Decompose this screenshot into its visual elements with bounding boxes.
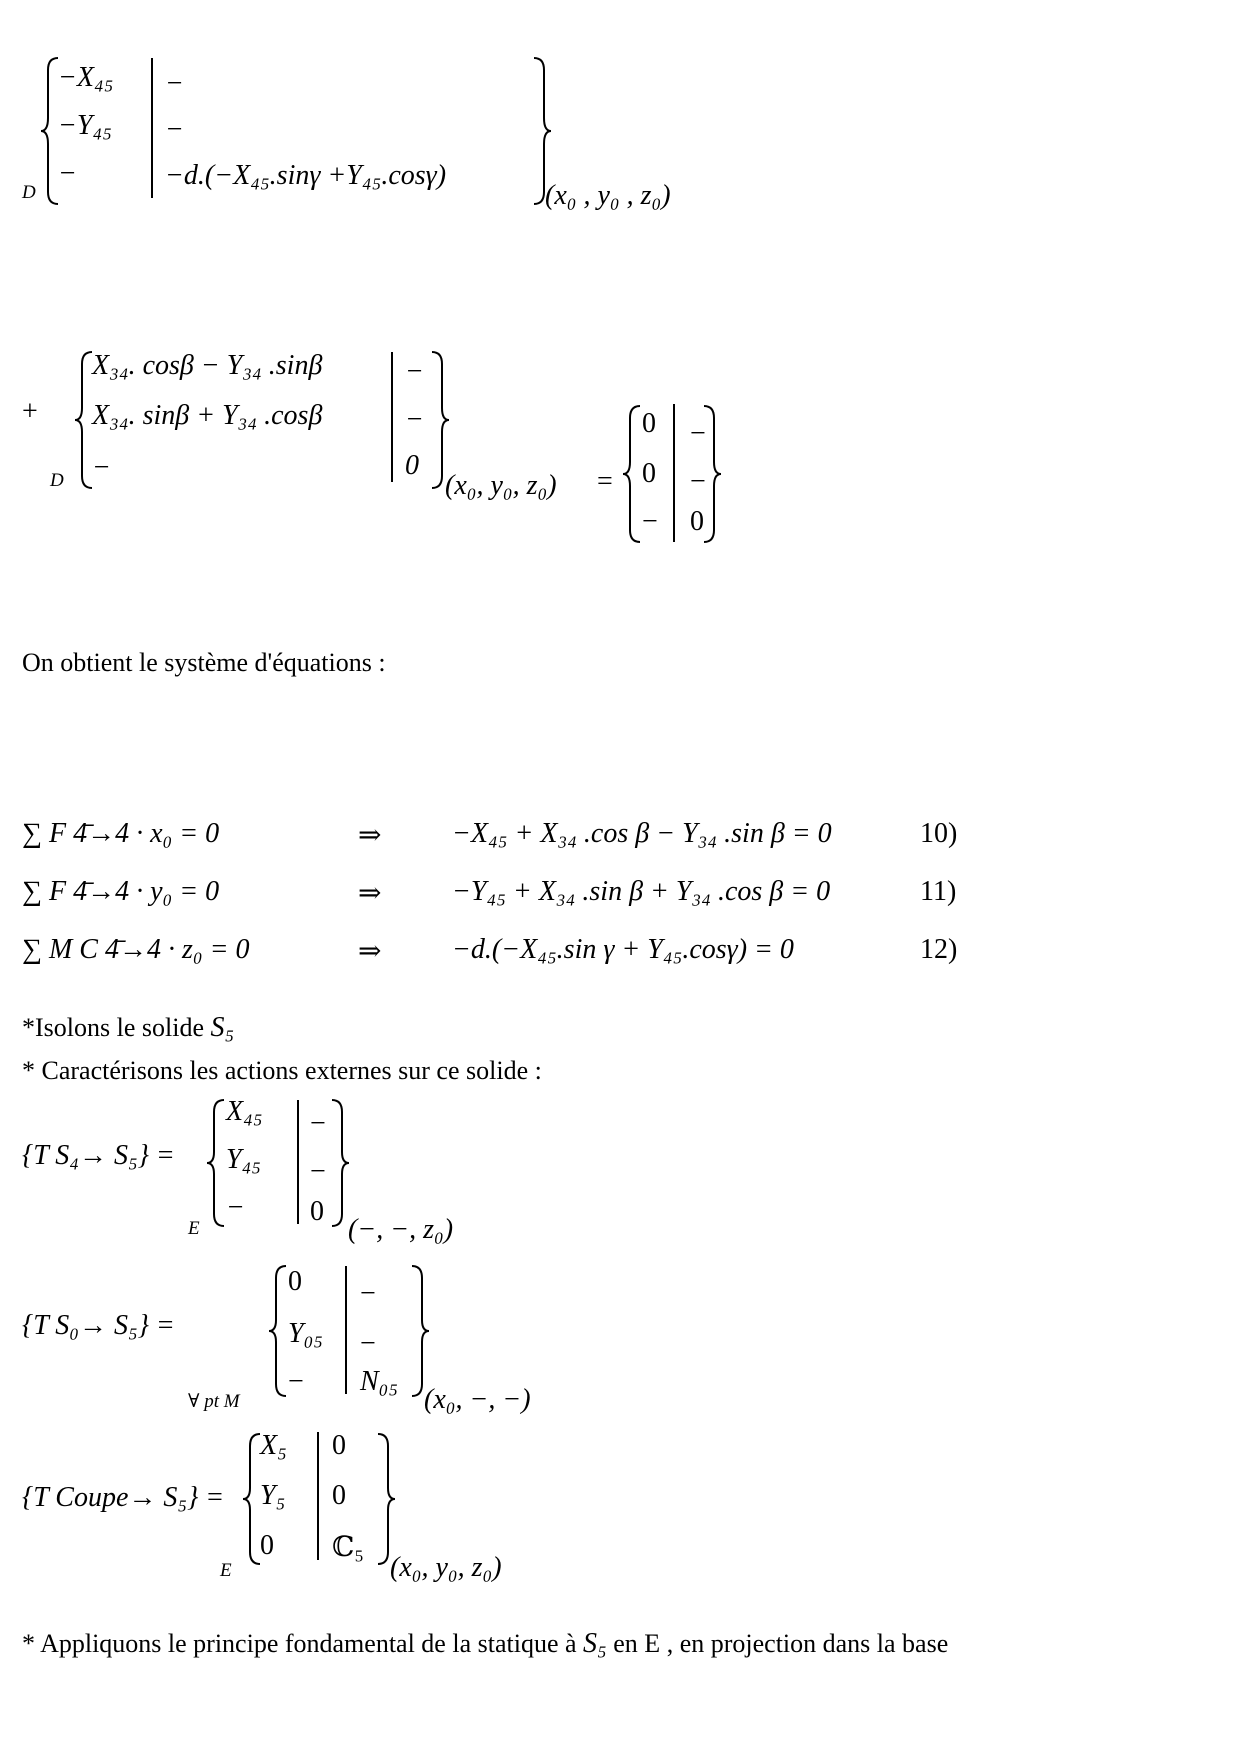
divider bbox=[344, 1266, 348, 1394]
row3-right: ℂ₅ bbox=[332, 1532, 365, 1563]
characterize-line: * Caractérisons les actions externes sur ce solide : bbox=[22, 1056, 542, 1085]
row3-left: 0 bbox=[260, 1530, 274, 1561]
eq10-implies: ⇒ bbox=[358, 820, 382, 851]
result-right-brace bbox=[702, 404, 722, 544]
left-brace bbox=[206, 1098, 226, 1228]
row3-left: − bbox=[288, 1366, 304, 1397]
torsor-label: {T Coupe→ S₅} = bbox=[22, 1482, 225, 1513]
right-brace bbox=[330, 1098, 350, 1228]
result-divider bbox=[672, 404, 676, 542]
row2-left: X₃₄. sinβ + Y₃₄ .cosβ bbox=[92, 400, 323, 431]
row2-right: − bbox=[405, 404, 424, 435]
row3-left: − bbox=[92, 452, 111, 483]
pfs-line bbox=[22, 1628, 948, 1660]
plus-sign: + bbox=[22, 396, 38, 427]
row3-right: N₀₅ bbox=[360, 1366, 399, 1397]
isolate-line bbox=[22, 1012, 234, 1044]
eq10-rhs: −X₄₅ + X₃₄ .cos β − Y₃₄ .sin β = 0 bbox=[452, 818, 832, 849]
row1-left: X₃₄. cosβ − Y₃₄ .sinβ bbox=[92, 350, 323, 381]
eq12-number: 12) bbox=[920, 934, 958, 965]
row3-right: 0 bbox=[405, 450, 419, 481]
divider bbox=[296, 1100, 300, 1224]
row1-right: − bbox=[405, 356, 424, 387]
right-brace bbox=[410, 1264, 430, 1398]
basis-label: (x₀, y₀, z₀) bbox=[445, 470, 557, 501]
row1-left: X₄₅ bbox=[226, 1096, 263, 1127]
isolate-text: *Isolons le solide bbox=[22, 1013, 211, 1042]
row1-right: − bbox=[360, 1278, 376, 1309]
divider bbox=[390, 352, 394, 482]
torsor-label: {T S₀→ S₅} = bbox=[22, 1310, 175, 1341]
point-label: E bbox=[188, 1218, 200, 1239]
row1-right: − bbox=[310, 1108, 326, 1139]
result-left-brace bbox=[622, 404, 642, 544]
basis-label: (x₀ , y₀ , z₀) bbox=[545, 180, 671, 211]
row3-right: 0 bbox=[310, 1196, 324, 1227]
row1-left: 0 bbox=[288, 1266, 302, 1297]
solid-symbol: S₅ bbox=[210, 1012, 235, 1043]
right-brace bbox=[376, 1432, 396, 1566]
result-row2-left: 0 bbox=[642, 458, 656, 489]
eq12-implies: ⇒ bbox=[358, 936, 382, 967]
eq11-number: 11) bbox=[920, 876, 957, 907]
point-label: ∀ pt M bbox=[188, 1391, 240, 1412]
equals-sign: = bbox=[597, 466, 613, 497]
torsor-label: {T S₄→ S₅} = bbox=[22, 1140, 175, 1171]
row2-right: 0 bbox=[332, 1480, 346, 1511]
row2-left: −Y₄₅ bbox=[58, 110, 112, 141]
basis-label: (x₀, −, −) bbox=[424, 1384, 531, 1415]
eq12-lhs: ∑ M C 4̄→4 · z₀ = 0 bbox=[22, 934, 250, 965]
row3-left: − bbox=[58, 158, 77, 189]
result-row1-left: 0 bbox=[642, 408, 656, 439]
divider bbox=[150, 58, 154, 198]
pfs-text-start: * Appliquons le principe fondamental de la statique à bbox=[22, 1629, 584, 1658]
row2-left: Y₄₅ bbox=[226, 1144, 262, 1175]
basis-label: (−, −, z₀) bbox=[348, 1214, 454, 1245]
result-row1-right: − bbox=[690, 418, 706, 449]
eq10-number: 10) bbox=[920, 818, 958, 849]
left-brace bbox=[40, 56, 60, 206]
result-row3-left: − bbox=[642, 506, 658, 537]
eq12-rhs: −d.(−X₄₅.sin γ + Y₄₅.cosγ) = 0 bbox=[452, 934, 794, 965]
pfs-text-end: en E , en projection dans la base bbox=[606, 1629, 949, 1658]
right-brace bbox=[430, 350, 450, 490]
eq10-lhs: ∑ F 4̄→4 · x₀ = 0 bbox=[22, 818, 220, 849]
left-brace bbox=[74, 350, 94, 490]
basis-label: (x₀, y₀, z₀) bbox=[390, 1552, 502, 1583]
row2-right: − bbox=[360, 1328, 376, 1359]
row2-right: − bbox=[165, 114, 184, 145]
point-label: D bbox=[50, 470, 64, 491]
row2-left: Y₀₅ bbox=[288, 1318, 324, 1349]
row2-left: Y₅ bbox=[260, 1480, 286, 1511]
eq11-lhs: ∑ F 4̄→4 · y₀ = 0 bbox=[22, 876, 220, 907]
row3-right: −d.(−X₄₅.sinγ +Y₄₅.cosγ) bbox=[165, 160, 447, 191]
row2-right: − bbox=[310, 1156, 326, 1187]
paragraph-system: On obtient le système d'équations : bbox=[22, 648, 386, 677]
row1-left: X₅ bbox=[260, 1430, 287, 1461]
point-label: D bbox=[22, 182, 36, 203]
eq11-implies: ⇒ bbox=[358, 878, 382, 909]
left-brace bbox=[268, 1264, 288, 1398]
divider bbox=[316, 1432, 320, 1560]
left-brace bbox=[242, 1432, 262, 1566]
point-label: E bbox=[220, 1560, 232, 1581]
eq11-rhs: −Y₄₅ + X₃₄ .sin β + Y₃₄ .cos β = 0 bbox=[452, 876, 831, 907]
result-row2-right: − bbox=[690, 466, 706, 497]
row3-left: − bbox=[226, 1192, 245, 1223]
row1-left: −X₄₅ bbox=[58, 62, 114, 93]
row1-right: 0 bbox=[332, 1430, 346, 1461]
row1-right: − bbox=[165, 68, 184, 99]
result-row3-right: 0 bbox=[690, 506, 704, 537]
solid-symbol: S₅ bbox=[583, 1628, 607, 1659]
